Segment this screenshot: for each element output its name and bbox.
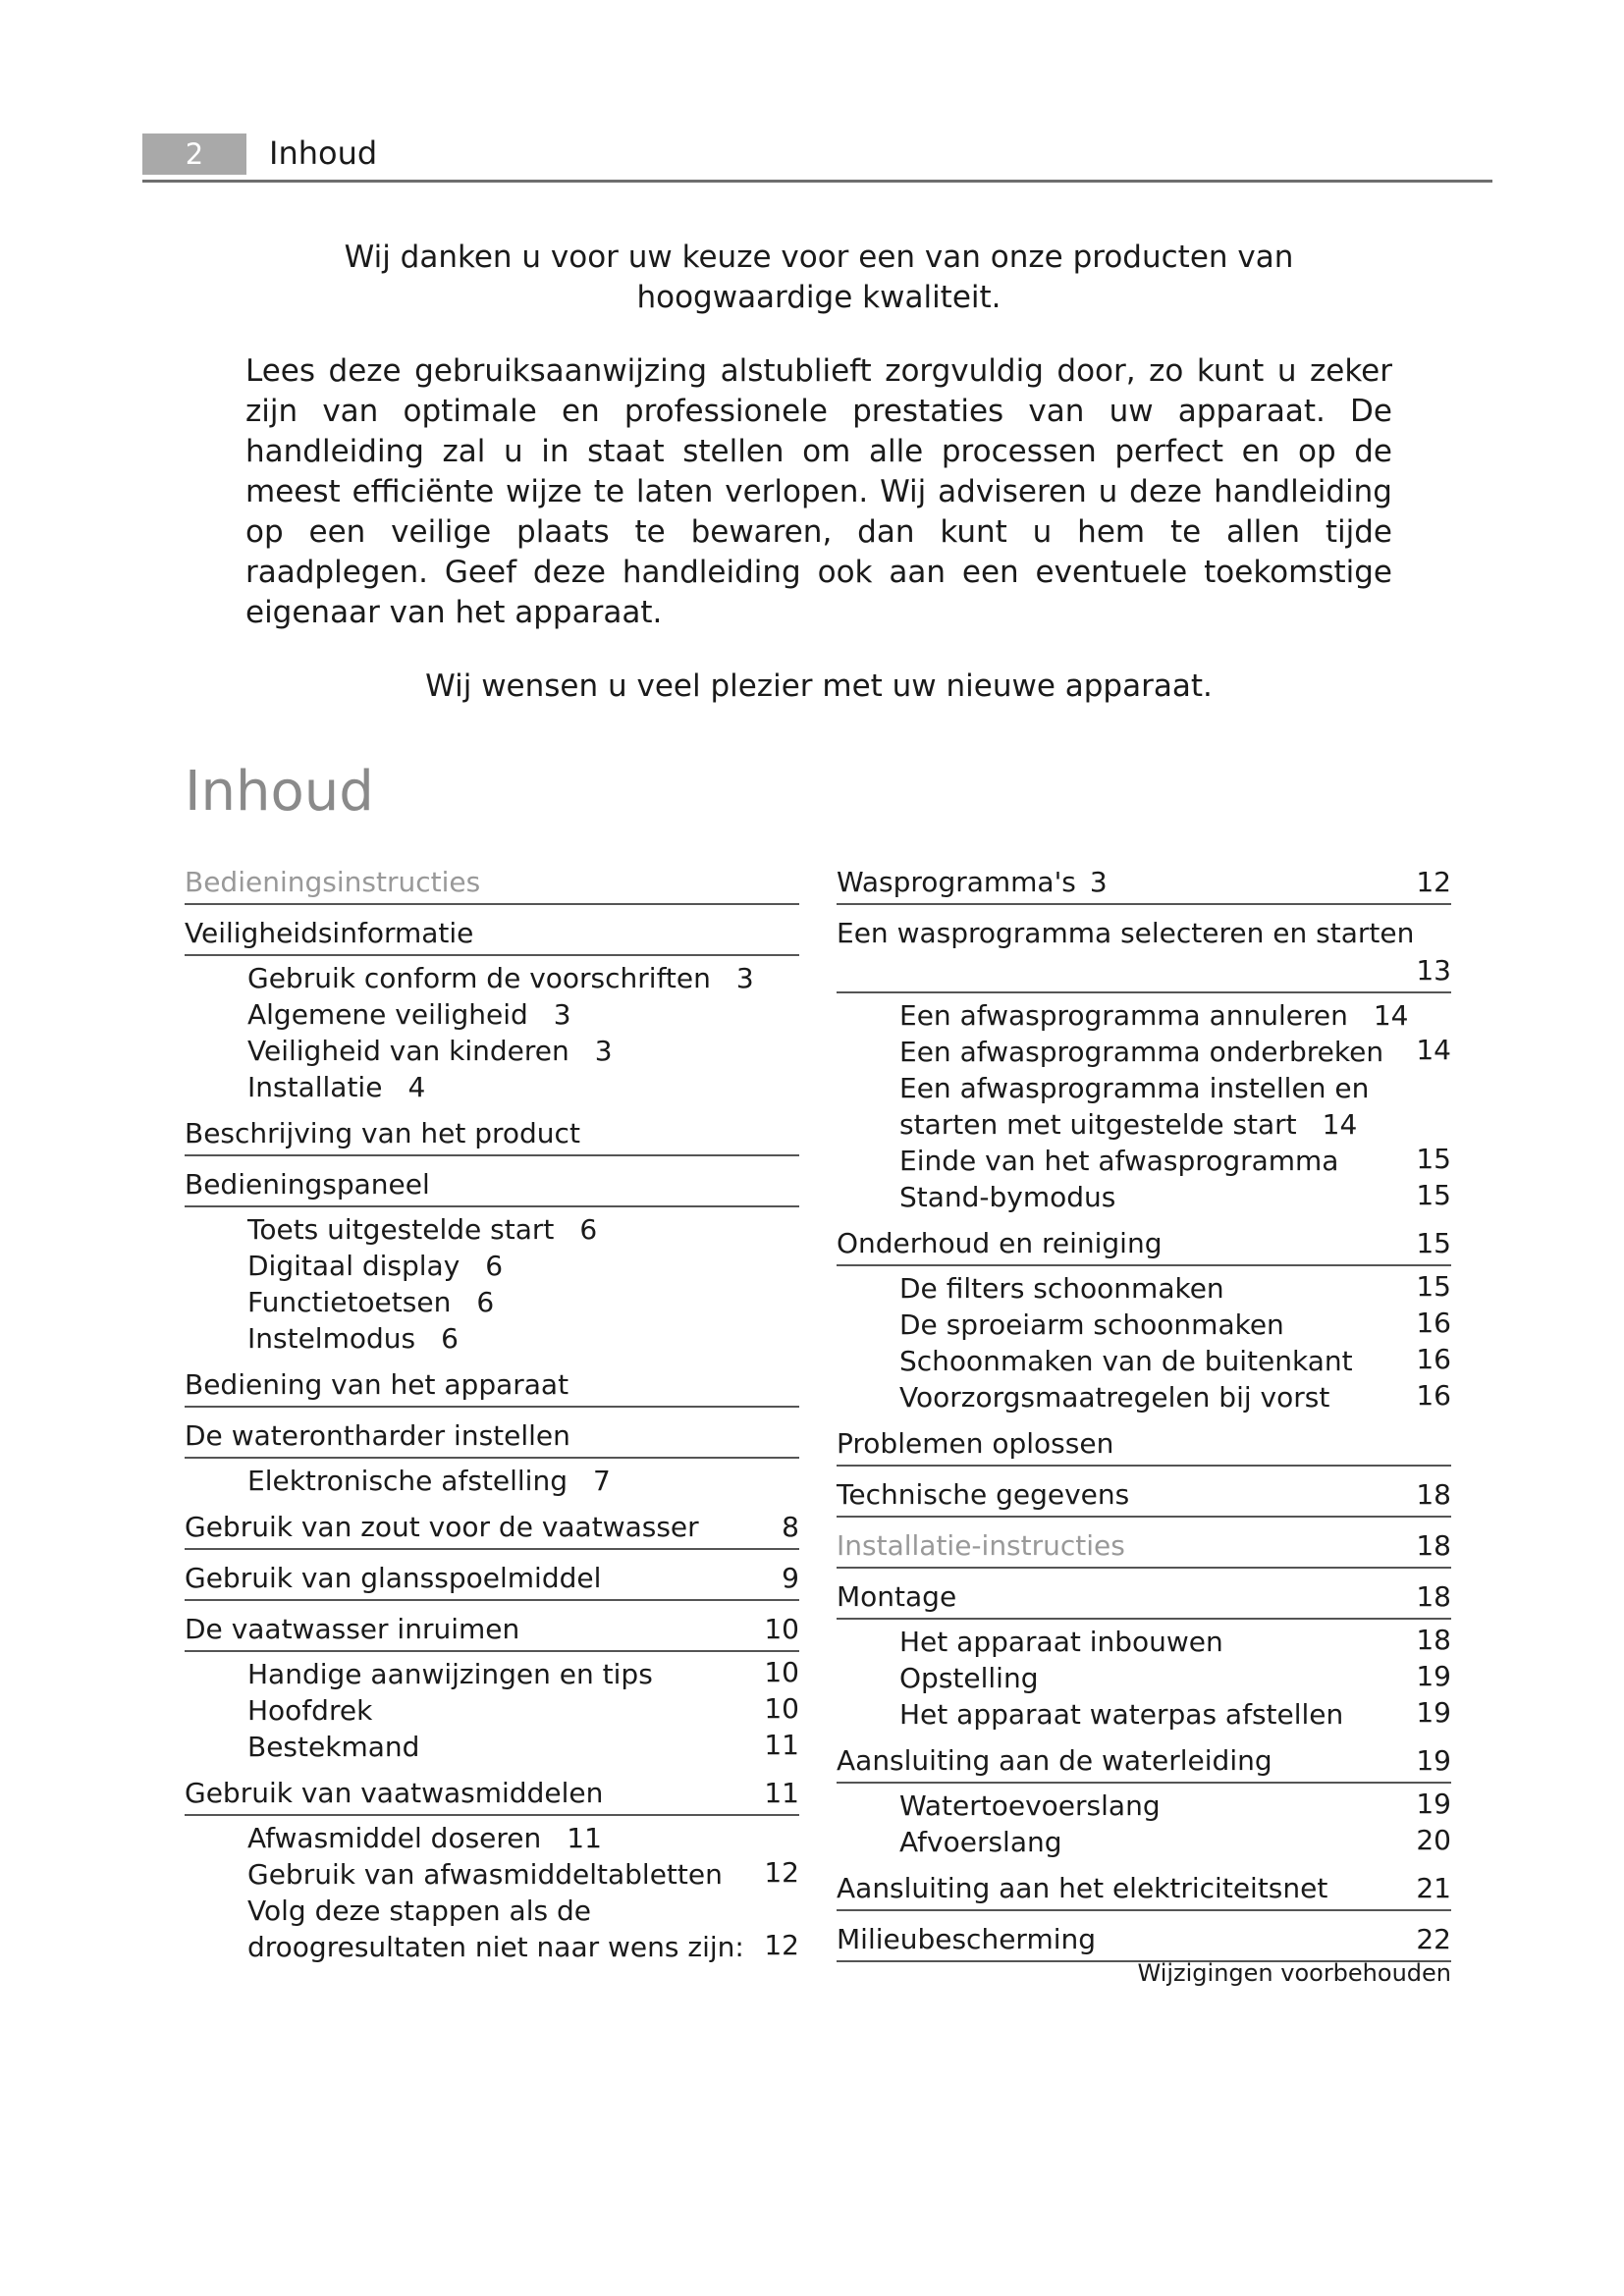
page-number: 2 xyxy=(142,133,246,175)
toc-subentry[interactable] xyxy=(185,1816,799,1856)
toc-entry-title: Gebruik conform de voorschriften xyxy=(247,962,711,994)
toc-entry[interactable] xyxy=(185,1499,799,1550)
toc-entry-page: 6 xyxy=(476,1286,495,1318)
toc-entry[interactable] xyxy=(185,1601,799,1652)
toc-section[interactable] xyxy=(837,1518,1451,1569)
page-header xyxy=(142,131,1492,184)
toc-entry-page: 19 xyxy=(1416,1788,1451,1820)
toc-entry-page: 11 xyxy=(567,1822,602,1854)
toc-subentry[interactable] xyxy=(837,1034,1451,1070)
toc-entry[interactable] xyxy=(837,905,1451,993)
toc-subentry[interactable] xyxy=(837,1824,1451,1860)
toc-subentry[interactable] xyxy=(837,1784,1451,1824)
toc-subentry[interactable] xyxy=(837,1379,1451,1415)
intro-thanks: Wij danken u voor uw keuze voor een van onze producten van hoogwaardige kwaliteit. xyxy=(344,240,1294,315)
toc-entry-page: 15 xyxy=(1416,1270,1451,1303)
toc-subentry[interactable] xyxy=(185,1069,799,1105)
toc-entry[interactable] xyxy=(185,1765,799,1816)
toc-entry-page: 10 xyxy=(764,1692,799,1725)
toc-entry-title: Gebruik van afwasmiddeltabletten xyxy=(247,1858,723,1891)
toc-entry-page: 7 xyxy=(592,1465,611,1497)
toc-entry-page: 18 xyxy=(1416,1529,1451,1562)
toc-entry-title: Bestekmand xyxy=(247,1731,420,1763)
toc-entry-page: 14 xyxy=(1373,999,1409,1032)
toc-entry-title: Watertoevoerslang xyxy=(899,1789,1161,1822)
toc-title: Inhoud xyxy=(185,760,374,824)
toc-entry-page: 15 xyxy=(1416,1143,1451,1175)
toc-entry-title: Voorzorgsmaatregelen bij vorst xyxy=(899,1381,1330,1414)
toc-entry-page: 13 xyxy=(1416,954,1451,987)
header-rule xyxy=(142,180,1492,183)
toc-entry-page: 10 xyxy=(764,1656,799,1688)
toc-entry-title: Bedieningsinstructies xyxy=(185,866,481,898)
toc-entry-title: De vaatwasser inruimen xyxy=(185,1613,520,1645)
toc-entry-title: De filters schoonmaken xyxy=(899,1272,1224,1305)
toc-subentry[interactable] xyxy=(185,1320,799,1357)
toc-entry[interactable] xyxy=(837,1467,1451,1518)
toc-entry-title: Afvoerslang xyxy=(899,1826,1062,1858)
toc-entry-title: Milieubescherming xyxy=(837,1923,1097,1955)
toc-entry[interactable] xyxy=(185,1357,799,1408)
toc-entry-title: Opstelling xyxy=(899,1662,1039,1694)
toc-right-column xyxy=(837,864,1451,1962)
toc-entry-page: 15 xyxy=(1416,1179,1451,1211)
toc-entry-page: 19 xyxy=(1416,1696,1451,1729)
toc-subentry[interactable] xyxy=(185,1652,799,1692)
toc-entry[interactable] xyxy=(837,1215,1451,1266)
toc-subentry[interactable] xyxy=(185,996,799,1033)
toc-entry-title: Het apparaat inbouwen xyxy=(899,1626,1223,1658)
footer-note: Wijzigingen voorbehouden xyxy=(1137,1959,1451,1987)
toc-entry[interactable] xyxy=(185,1156,799,1207)
toc-subentry[interactable] xyxy=(837,1620,1451,1660)
toc-subentry[interactable] xyxy=(185,1856,799,1893)
toc-entry-title: Einde van het afwasprogramma xyxy=(899,1145,1339,1177)
toc-entry-title: Elektronische afstelling xyxy=(247,1465,568,1497)
toc-entry-title: Montage xyxy=(837,1580,957,1613)
toc-entry-title: Instelmodus xyxy=(247,1322,416,1355)
toc-entry-title: Installatie xyxy=(247,1071,383,1103)
toc-entry-page: 3 xyxy=(594,1035,613,1067)
toc-entry-title: Aansluiting aan het elektriciteitsnet xyxy=(837,1872,1328,1904)
toc-entry-page: 8 xyxy=(782,1511,799,1543)
toc-entry-title: Gebruik van zout voor de vaatwasser xyxy=(185,1511,699,1543)
toc-entry-title: Problemen oplossen xyxy=(837,1427,1114,1460)
toc-entry-page: 11 xyxy=(764,1729,799,1761)
toc-entry-page: 14 xyxy=(1322,1108,1358,1141)
toc-entry-title: Aansluiting aan de waterleiding xyxy=(837,1744,1272,1777)
toc-entry-page: 10 xyxy=(764,1613,799,1645)
toc-entry[interactable] xyxy=(837,864,1451,905)
toc-subentry[interactable] xyxy=(185,956,799,996)
toc-entry-title: Functietoetsen xyxy=(247,1286,452,1318)
toc-entry[interactable] xyxy=(837,1911,1451,1962)
toc-subentry[interactable] xyxy=(185,1893,799,1965)
toc-entry-title: Schoonmaken van de buitenkant xyxy=(899,1345,1353,1377)
toc-entry-title: Een afwasprogramma annuleren xyxy=(899,999,1348,1032)
toc-entry-title: Toets uitgestelde start xyxy=(247,1213,555,1246)
toc-subentry[interactable] xyxy=(837,1070,1451,1143)
toc-entry-page: 22 xyxy=(1416,1923,1451,1955)
toc-entry-title: Bediening van het apparaat xyxy=(185,1368,569,1401)
toc-entry-page: 21 xyxy=(1416,1872,1451,1904)
toc-subentry[interactable] xyxy=(185,1207,799,1248)
toc-entry-page: 6 xyxy=(441,1322,459,1355)
toc-entry-title: Algemene veiligheid xyxy=(247,998,528,1031)
toc-subentry[interactable] xyxy=(837,1343,1451,1379)
toc-subentry[interactable] xyxy=(185,1284,799,1320)
toc-entry-page: 3 xyxy=(735,962,754,994)
toc-subentry[interactable] xyxy=(185,1033,799,1069)
toc-entry-page: 20 xyxy=(1416,1824,1451,1856)
toc-entry-title: Veiligheidsinformatie xyxy=(185,917,474,949)
toc-entry-page: 11 xyxy=(764,1777,799,1809)
toc-entry-page: 4 xyxy=(407,1071,426,1103)
toc-entry-title: Digitaal display xyxy=(247,1250,460,1282)
toc-entry-title: Het apparaat waterpas afstellen xyxy=(899,1698,1344,1731)
toc-entry-page: 3 xyxy=(553,998,571,1031)
toc-entry-page: 12 xyxy=(1416,866,1451,898)
toc-entry-page: 16 xyxy=(1416,1307,1451,1339)
toc-entry-title: Handige aanwijzingen en tips xyxy=(247,1658,653,1690)
toc-subentry[interactable] xyxy=(185,1459,799,1499)
toc-entry-page: 18 xyxy=(1416,1478,1451,1511)
intro-instructions: Lees deze gebruiksaanwijzing alstublieft zorgvuldig door, zo kunt u zeker zijn van optimale en professionele prestaties van uw apparaat. De handleiding zal u in staat stellen om alle processen perfect en op de meest efficiënte wijze te laten verlopen. Wij adviseren u deze handleiding op een veilige plaats te bewaren, dan kunt u hem te allen tijde raadplegen. Geef deze handleiding ook aan een eventuele toekomstige eigenaar van het apparaat. xyxy=(245,353,1392,630)
toc-entry-page: 12 xyxy=(764,1929,799,1961)
toc-entry-title: Afwasmiddel doseren xyxy=(247,1822,542,1854)
toc-entry-title: De waterontharder instellen xyxy=(185,1419,570,1452)
intro-text xyxy=(245,238,1392,707)
toc-entry-page: 18 xyxy=(1416,1624,1451,1656)
toc-subentry[interactable] xyxy=(185,1692,799,1729)
toc-entry[interactable] xyxy=(185,1105,799,1156)
toc-entry[interactable] xyxy=(837,1733,1451,1784)
toc-entry-title: Stand-bymodus xyxy=(899,1181,1116,1213)
toc-entry-title: Onderhoud en reiniging xyxy=(837,1227,1163,1259)
toc-entry-page: 6 xyxy=(579,1213,598,1246)
toc-entry[interactable] xyxy=(837,1569,1451,1620)
toc-subentry[interactable] xyxy=(837,1266,1451,1307)
toc-subentry[interactable] xyxy=(837,1307,1451,1343)
toc-entry-title: Gebruik van glansspoelmiddel xyxy=(185,1562,602,1594)
toc-entry-page: 15 xyxy=(1416,1227,1451,1259)
toc-entry[interactable] xyxy=(185,905,799,956)
toc-subentry[interactable] xyxy=(837,1696,1451,1733)
toc-entry-page: 19 xyxy=(1416,1660,1451,1692)
toc-subentry[interactable] xyxy=(837,1179,1451,1215)
toc-entry-page: 19 xyxy=(1416,1744,1451,1777)
toc-entry[interactable] xyxy=(185,1408,799,1459)
toc-subentry[interactable] xyxy=(837,993,1451,1034)
toc-section[interactable] xyxy=(185,864,799,905)
intro-wishes: Wij wensen u veel plezier met uw nieuwe apparaat. xyxy=(425,668,1213,704)
toc-entry-page: 16 xyxy=(1416,1343,1451,1375)
toc-entry[interactable] xyxy=(837,1860,1451,1911)
toc-subentry[interactable] xyxy=(837,1143,1451,1179)
toc-entry-title: De sproeiarm schoonmaken xyxy=(899,1308,1284,1341)
toc-entry-title: Een afwasprogramma instellen en starten met uitgestelde start xyxy=(899,1072,1370,1141)
toc-entry-page: 6 xyxy=(485,1250,504,1282)
toc-entry-page: 12 xyxy=(764,1856,799,1889)
toc-entry-page: 14 xyxy=(1416,1034,1451,1066)
toc-entry[interactable] xyxy=(837,1415,1451,1467)
toc-entry-title: Wasprogramma's xyxy=(837,866,1076,898)
toc-entry-page: 18 xyxy=(1416,1580,1451,1613)
toc-subentry[interactable] xyxy=(185,1248,799,1284)
toc-entry-title: Installatie-instructies xyxy=(837,1529,1125,1562)
toc-entry-title: Gebruik van vaatwasmiddelen xyxy=(185,1777,604,1809)
toc-entry[interactable] xyxy=(185,1550,799,1601)
toc-subentry[interactable] xyxy=(185,1729,799,1765)
header-title: Inhoud xyxy=(269,134,378,172)
toc-entry-title: Bedieningspaneel xyxy=(185,1168,430,1201)
toc-entry-page: 9 xyxy=(782,1562,799,1594)
toc-entry-title: Een wasprogramma selecteren en starten xyxy=(837,917,1415,949)
toc-entry-title: Technische gegevens xyxy=(837,1478,1130,1511)
toc-entry-page: 16 xyxy=(1416,1379,1451,1412)
toc-entry-title: Volg deze stappen als de droogresultaten niet naar wens zijn: xyxy=(247,1895,744,1963)
toc-entry-extra: 3 xyxy=(1089,866,1108,898)
toc-entry-title: Veiligheid van kinderen xyxy=(247,1035,569,1067)
toc-entry-title: Een afwasprogramma onderbreken xyxy=(899,1036,1384,1068)
toc-left-column xyxy=(185,864,799,1965)
toc-subentry[interactable] xyxy=(837,1660,1451,1696)
toc-entry-title: Beschrijving van het product xyxy=(185,1117,580,1149)
toc-entry-title: Hoofdrek xyxy=(247,1694,373,1727)
